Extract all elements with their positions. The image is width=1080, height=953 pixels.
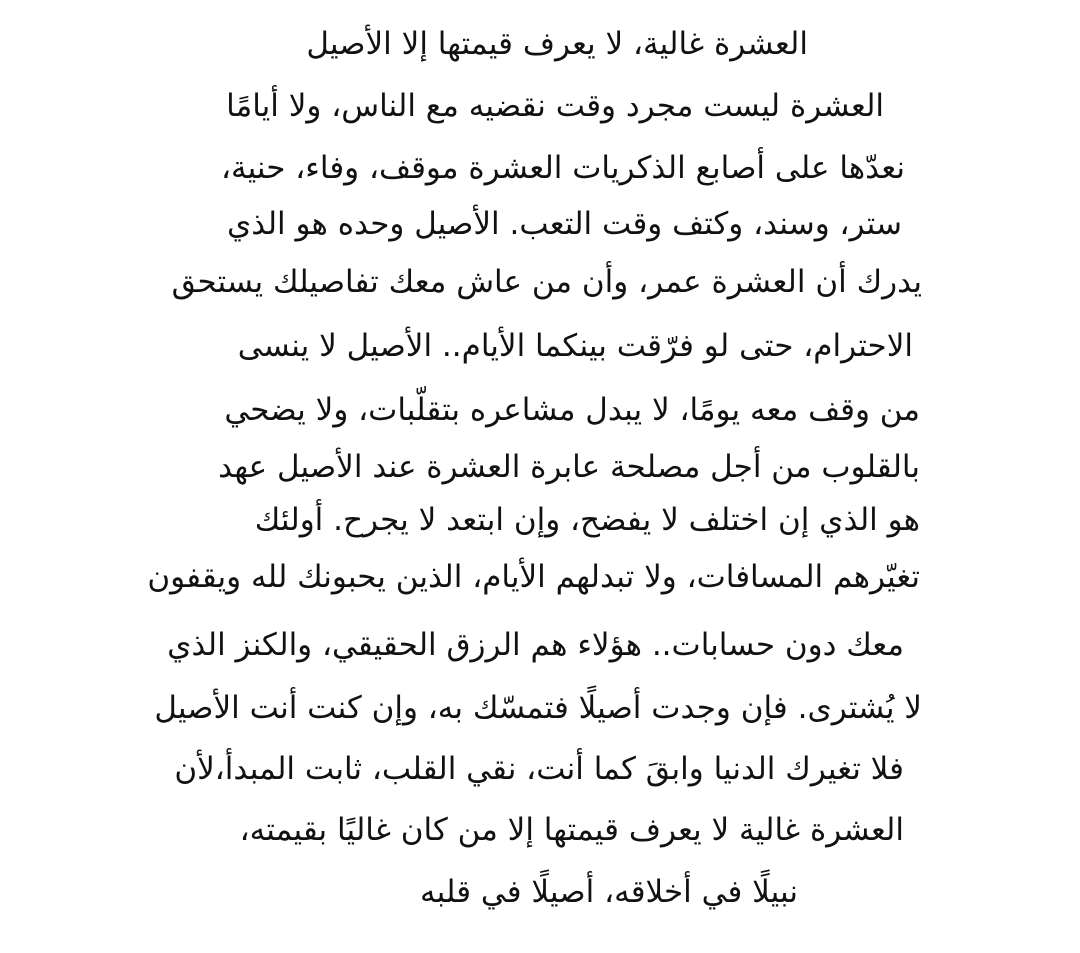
text-line: فلا تغيرك الدنيا وابقَ كما أنت، نقي القلب، ثابت المبدأ،لأن: [174, 751, 904, 787]
text-line: العشرة ليست مجرد وقت نقضيه مع الناس، ولا أيامًا: [226, 88, 884, 124]
text-line: تغيّرهم المسافات، ولا تبدلهم الأيام، الذين يحبونك لله ويقفون: [147, 559, 920, 595]
text-line: نعدّها على أصابع الذكريات العشرة موقف، وفاء، حنية،: [220, 150, 905, 186]
text-line: العشرة غالية لا يعرف قيمتها إلا من كان غاليًا بقيمته،: [239, 812, 904, 848]
text-line: معك دون حسابات.. هؤلاء هم الرزق الحقيقي، والكنز الذي: [167, 627, 904, 663]
text-line: يدرك أن العشرة عمر، وأن من عاش معك تفاصيلك يستحق: [171, 264, 922, 300]
document-title: العشرة غالية، لا يعرف قيمتها إلا الأصيل: [306, 26, 808, 62]
text-line: بالقلوب من أجل مصلحة عابرة العشرة عند الأصيل عهد: [218, 449, 920, 485]
text-line: لا يُشترى. فإن وجدت أصيلًا فتمسّك به، وإن كنت أنت الأصيل: [154, 690, 922, 726]
text-line: ستر، وسند، وكتف وقت التعب. الأصيل وحده هو الذي: [227, 206, 902, 242]
text-line: نبيلًا في أخلاقه، أصيلًا في قلبه: [420, 874, 798, 910]
text-line: من وقف معه يومًا، لا يبدل مشاعره بتقلّبات، ولا يضحي: [224, 392, 920, 428]
text-line: الاحترام، حتى لو فرّقت بينكما الأيام.. الأصيل لا ينسى: [237, 328, 913, 364]
text-line: هو الذي إن اختلف لا يفضح، وإن ابتعد لا يجرح. أولئك: [254, 502, 920, 538]
